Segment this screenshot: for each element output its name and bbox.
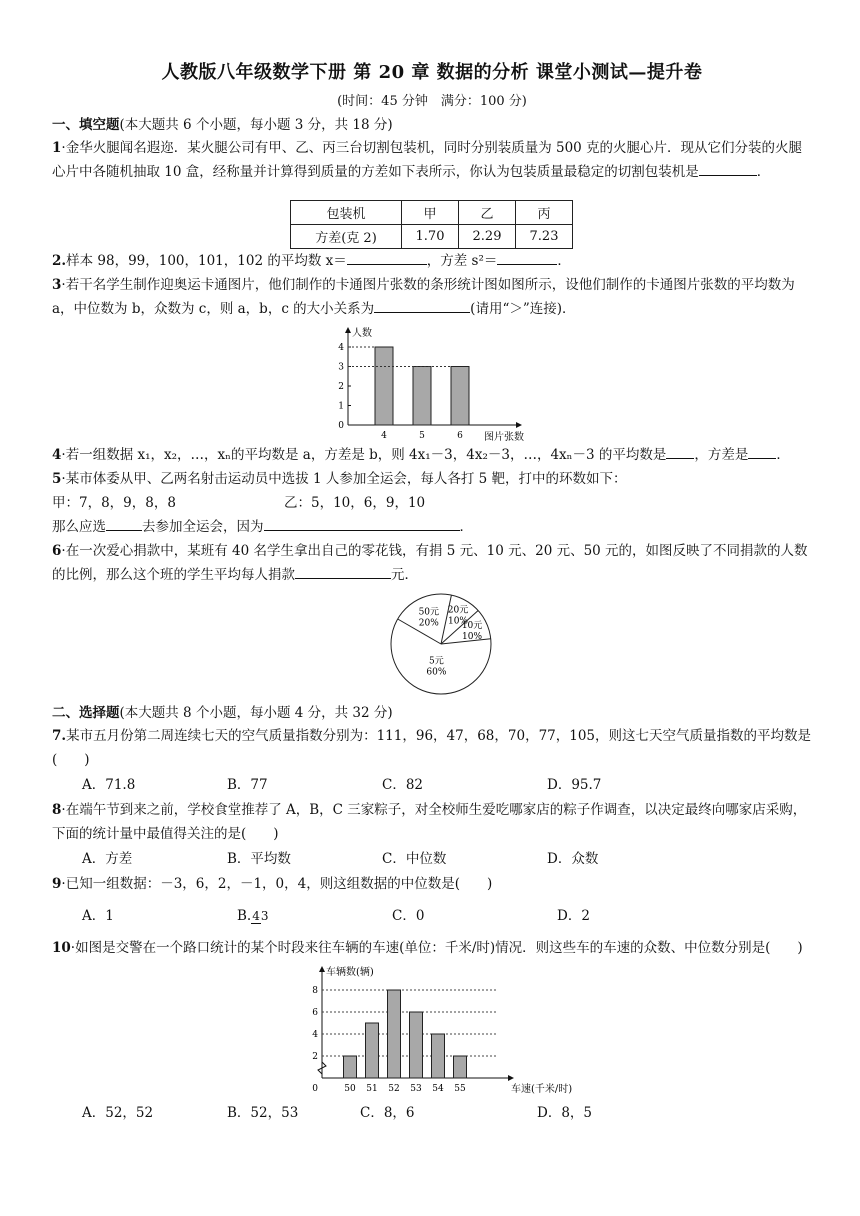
- bar: [410, 1012, 423, 1078]
- x-axis-arrow: [508, 1075, 514, 1081]
- question-text: 去参加全运会，因为: [142, 519, 264, 535]
- question-7-options: [82, 772, 812, 798]
- option-a[interactable]: A．1: [82, 908, 114, 924]
- answer-blank[interactable]: [374, 298, 470, 313]
- section-heading: 一、填空题: [52, 117, 120, 133]
- question-5-answer: [52, 515, 812, 539]
- question-number: 6: [52, 543, 62, 559]
- question-5-scores: [52, 491, 812, 515]
- question-text: 那么应选: [52, 519, 106, 535]
- bar-chart-cards: [326, 325, 546, 443]
- answer-blank[interactable]: [748, 444, 776, 459]
- y-tick-label: 8: [312, 986, 318, 996]
- question-number: 7.: [52, 728, 67, 744]
- y-axis-label: 人数: [352, 328, 372, 339]
- denominator: 3: [260, 909, 269, 923]
- section-multiple-choice: [52, 701, 812, 721]
- y-tick-label: 4: [312, 1030, 318, 1040]
- question-9-options: [82, 896, 812, 936]
- question-number: 9: [52, 876, 62, 892]
- x-tick-label: 53: [410, 1084, 422, 1094]
- question-8-options: [82, 846, 812, 872]
- slice-label: 5元: [429, 656, 444, 667]
- x-tick-label: 54: [432, 1084, 444, 1094]
- x-axis-label: 车速(千米/时): [511, 1084, 573, 1095]
- question-4: [52, 443, 812, 467]
- answer-blank[interactable]: [699, 161, 757, 176]
- bar: [413, 367, 431, 426]
- bar: [344, 1056, 357, 1078]
- table-cell: 2.29: [459, 225, 516, 249]
- numerator: 4: [252, 909, 260, 923]
- question-end: (请用“＞”连接)．: [470, 301, 576, 317]
- y-tick-label: 2: [312, 1052, 318, 1062]
- pie-chart-donations: [371, 591, 511, 697]
- exam-info: (时间：45 分钟 满分：100 分): [337, 94, 527, 109]
- option-b-prefix: B.: [237, 908, 252, 924]
- question-8: [52, 798, 812, 846]
- slice-percent: 10%: [462, 632, 483, 643]
- x-tick-label: 6: [457, 431, 463, 441]
- answer-blank[interactable]: [264, 516, 460, 531]
- question-1: [52, 136, 812, 184]
- x-tick-label: 5: [419, 431, 425, 441]
- bar: [432, 1034, 445, 1078]
- question-number: 1: [52, 140, 62, 156]
- table-cell: 7.23: [516, 225, 573, 249]
- question-text: ·若干名学生制作迎奥运卡通图片，他们制作的卡通图片张数的条形统计图如图所示，设他们制作的卡通图片张数的平均数为 a，中位数为 b，众数为 c，则 a，b，c 的大小关系为: [52, 277, 795, 317]
- question-3: [52, 273, 812, 321]
- option-c[interactable]: C．0: [392, 908, 425, 924]
- y-axis-label: 车辆数(辆): [326, 967, 374, 978]
- x-tick-label: 50: [344, 1084, 356, 1094]
- question-text: ·在端午节到来之前，学校食堂推荐了 A，B，C 三家粽子，对全校师生爱吃哪家店的粽子作调查，以决定最终向哪家店采购，下面的统计量中最值得关注的是( ): [52, 802, 807, 842]
- variance-table: [290, 200, 573, 249]
- question-number: 8: [52, 802, 62, 818]
- question-7: [52, 724, 812, 772]
- question-9: [52, 872, 812, 896]
- question-10-options: [82, 1100, 812, 1126]
- table-header: 丙: [516, 201, 573, 225]
- section-heading: 二、选择题: [52, 705, 120, 721]
- table-cell: 方差(克 2): [291, 225, 402, 249]
- slice-percent: 60%: [426, 667, 447, 678]
- question-number: 10: [52, 940, 71, 956]
- option-d[interactable]: D．众数: [547, 851, 599, 867]
- option-c[interactable]: C．中位数: [382, 851, 447, 867]
- x-tick-label: 4: [381, 431, 387, 441]
- option-d[interactable]: D．95.7: [547, 777, 602, 793]
- worksheet-page: [52, 58, 812, 1126]
- question-text: ·如图是交警在一个路口统计的某个时段来往车辆的车速(单位：千米/时)情况．则这些车的车速的众数、中位数分别是( ): [70, 940, 803, 956]
- x-tick-label: 55: [454, 1084, 466, 1094]
- question-text: ·若一组数据 x₁，x₂，…，xₙ的平均数是 a，方差是 b，则 4x₁－3，4x₂－3，…，4xₙ－3 的平均数是: [61, 447, 667, 463]
- table-header: 甲: [402, 201, 459, 225]
- question-end: ．: [459, 519, 473, 535]
- x-axis-label: 图片张数: [484, 432, 524, 443]
- x-tick-label: 51: [366, 1084, 378, 1094]
- slice-percent: 10%: [447, 616, 469, 627]
- table-row: [291, 225, 573, 249]
- option-b[interactable]: B．77: [227, 777, 268, 793]
- y-tick-label: 6: [312, 1008, 318, 1018]
- y-axis-arrow: [345, 327, 351, 333]
- question-number: 4: [52, 447, 62, 463]
- slice-label: 10元: [461, 621, 483, 632]
- option-d[interactable]: D．8，5: [537, 1105, 593, 1121]
- question-end: 元．: [391, 567, 418, 583]
- question-text: ·已知一组数据：－3，6，2，－1，0，4，则这组数据的中位数是( ): [61, 876, 493, 892]
- option-c[interactable]: C．8，6: [360, 1105, 415, 1121]
- question-6: [52, 539, 812, 587]
- bar: [375, 347, 393, 425]
- y-tick-label: 1: [338, 401, 344, 412]
- slice-percent: 20%: [418, 618, 439, 629]
- answer-blank[interactable]: [295, 564, 391, 579]
- option-a[interactable]: A．52，52: [82, 1105, 154, 1121]
- question-end: ．: [756, 164, 771, 180]
- question-10: [52, 936, 812, 960]
- question-end: ．: [557, 253, 571, 269]
- question-number: 3: [52, 277, 62, 293]
- section-note: (本大题共 6 个小题，每小题 3 分，共 18 分): [119, 117, 393, 133]
- question-number: 2.: [52, 253, 67, 269]
- question-text: 样本 98，99，100，101，102 的平均数 x＝: [66, 253, 347, 269]
- option-d[interactable]: D．2: [557, 908, 590, 924]
- slice-label: 50元: [418, 607, 440, 618]
- option-b[interactable]: B．52，53: [227, 1105, 299, 1121]
- question-text: ，方差是: [694, 447, 749, 463]
- slice-label: 20元: [447, 605, 469, 616]
- bar: [451, 367, 469, 426]
- page-title: 人教版八年级数学下册 第 20 章 数据的分析 课堂小测试—提升卷: [161, 62, 703, 83]
- option-b[interactable]: [237, 896, 392, 936]
- answer-blank[interactable]: [497, 250, 557, 265]
- fraction: [251, 909, 268, 924]
- y-tick-label: 3: [338, 362, 344, 373]
- question-end: ．: [776, 447, 790, 463]
- option-b[interactable]: B．平均数: [227, 851, 291, 867]
- table-cell: 1.70: [402, 225, 459, 249]
- question-number: 5: [52, 471, 62, 487]
- table-row: [291, 201, 573, 225]
- answer-blank[interactable]: [347, 250, 427, 265]
- x-tick-label: 52: [388, 1084, 400, 1094]
- y-tick-label: 0: [338, 421, 344, 431]
- y-tick-label: 2: [338, 382, 344, 392]
- question-5: [52, 467, 812, 491]
- answer-blank[interactable]: [106, 516, 142, 531]
- bar: [388, 990, 401, 1078]
- question-text: ，方差 s²＝: [426, 253, 498, 269]
- option-a[interactable]: A．方差: [82, 851, 133, 867]
- question-text: ·金华火腿闻名遐迩．某火腿公司有甲、乙、丙三台切割包装机，同时分别装质量为 500 克的火腿心片．现从它们分装的火腿心片中各随机抽取 10 盒，经称量并计算得到质量的方差如下表所示，你认为包装质量最稳定的切割包装机是: [52, 140, 803, 180]
- question-text: ·在一次爱心捐款中，某班有 40 名学生拿出自己的零花钱，有捐 5 元、10 元、20 元、50 元的，如图反映了不同捐款的人数的比例，那么这个班的学生平均每人捐款: [52, 543, 808, 583]
- bar-chart-speeds: [308, 964, 578, 1100]
- question-text: ·某市体委从甲、乙两名射击运动员中选拔 1 人参加全运会，每人各打 5 靶，打中的环数如下：: [61, 471, 627, 487]
- x-axis-arrow: [516, 422, 522, 428]
- table-header: 包装机: [291, 201, 402, 225]
- question-2: [52, 249, 812, 273]
- y-tick-label: 4: [338, 343, 344, 353]
- scores-yi: 乙：5，10，6，9，10: [284, 495, 426, 511]
- bar: [454, 1056, 467, 1078]
- option-c[interactable]: C．82: [382, 777, 424, 793]
- answer-blank[interactable]: [666, 444, 694, 459]
- y-axis-arrow: [319, 966, 325, 972]
- section-fill-blank: [52, 113, 812, 133]
- origin-label: 0: [312, 1084, 318, 1094]
- bar: [366, 1023, 379, 1078]
- section-note: (本大题共 8 个小题，每小题 4 分，共 32 分): [119, 705, 393, 721]
- option-a[interactable]: A．71.8: [82, 777, 136, 793]
- question-text: 某市五月份第二周连续七天的空气质量指数分别为：111，96，47，68，70，77，105，则这七天空气质量指数的平均数是( ): [52, 728, 812, 768]
- table-header: 乙: [459, 201, 516, 225]
- scores-jia: 甲：7，8，9，8，8: [52, 495, 176, 511]
